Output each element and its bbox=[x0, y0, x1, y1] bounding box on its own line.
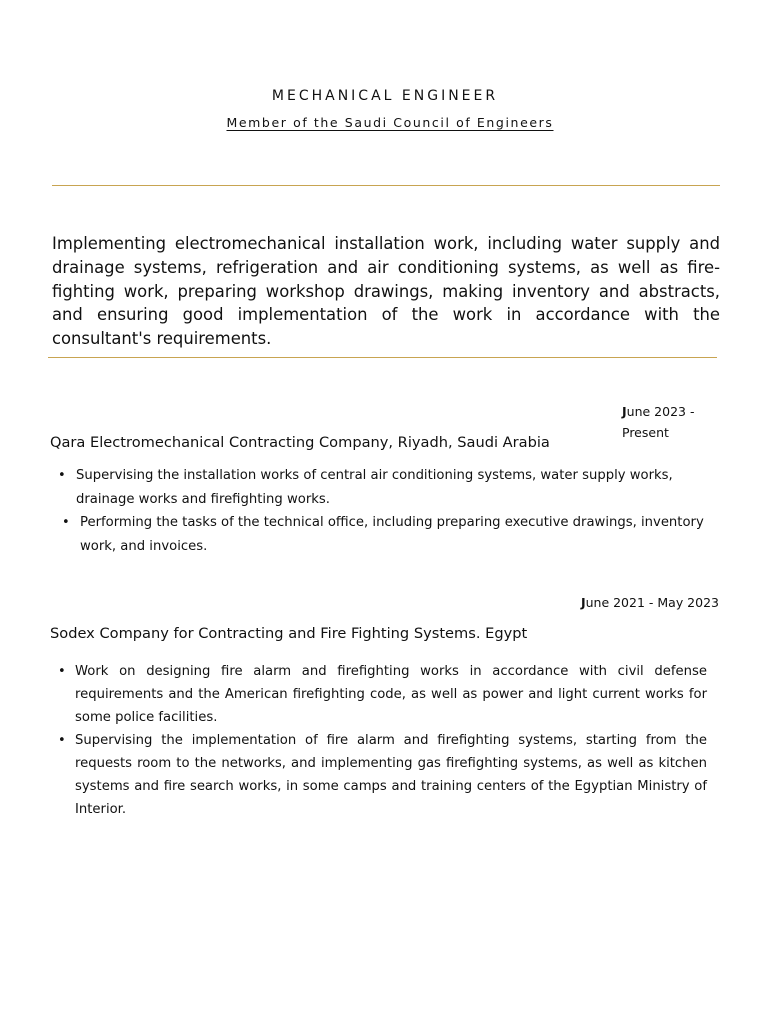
bullet-dot-icon: • bbox=[58, 468, 66, 483]
bullet-dot-icon: • bbox=[58, 664, 66, 679]
experience-1-date-rest: une 2023 - bbox=[626, 404, 695, 419]
bullet-text: Supervising the implementation of fire alarm and firefighting systems, starting from the requests room to the networks, and implementing gas firefighting systems, as well as kitchen systems and fire search works, in some camps and training centers of the Egyptian Ministry of Interior. bbox=[75, 733, 707, 817]
membership-subtitle: Member of the Saudi Council of Engineers bbox=[226, 115, 554, 130]
list-item bbox=[58, 464, 716, 511]
experience-1-date bbox=[622, 401, 722, 443]
bullet-dot-icon: • bbox=[62, 515, 70, 530]
experience-2-company: Sodex Company for Contracting and Fire Fighting Systems. Egypt bbox=[50, 625, 528, 642]
divider-top bbox=[52, 185, 720, 186]
experience-1-company: Qara Electromechanical Contracting Company, Riyadh, Saudi Arabia bbox=[50, 434, 550, 451]
experience-1-bullet-list bbox=[58, 464, 716, 558]
bullet-text: Supervising the installation works of central air conditioning systems, water supply works, drainage works and firefighting works. bbox=[76, 468, 673, 507]
divider-bottom bbox=[48, 357, 717, 358]
job-title: MECHANICAL ENGINEER bbox=[271, 88, 499, 104]
experience-1-date-initial: J bbox=[622, 404, 627, 419]
list-item bbox=[58, 660, 707, 729]
experience-1-date-present: Present bbox=[622, 425, 669, 440]
experience-2-date-rest: une 2021 - May 2023 bbox=[585, 595, 719, 610]
bullet-text: Work on designing fire alarm and firefighting works in accordance with civil defense requirements and the American firefighting code, as well as power and light current works for some police facilities. bbox=[75, 664, 707, 725]
experience-2-bullet-list bbox=[58, 660, 707, 821]
bullet-text: Performing the tasks of the technical office, including preparing executive drawings, inventory work, and invoices. bbox=[80, 515, 704, 554]
bullet-dot-icon: • bbox=[58, 733, 66, 748]
list-item bbox=[58, 729, 707, 821]
experience-2-date-initial: J bbox=[580, 595, 586, 610]
list-item bbox=[62, 511, 716, 558]
experience-2-date bbox=[581, 592, 719, 613]
summary-paragraph: Implementing electromechanical installation work, including water supply and drainage systems, refrigeration and air conditioning systems, as well as fire-fighting work, preparing workshop drawings, making inventory and abstracts, and ensuring good implementation of the work in accordance with the consultant's requirements. bbox=[52, 234, 720, 349]
